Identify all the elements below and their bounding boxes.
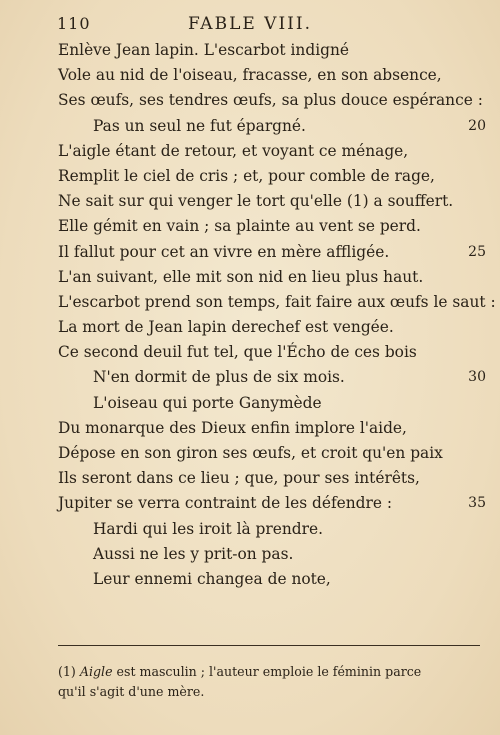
verse-line-text: Ses œufs, ses tendres œufs, sa plus douce espérance : [58, 91, 483, 110]
verse-line-number: 20 [468, 117, 486, 134]
verse-line-text: Vole au nid de l'oiseau, fracasse, en son absence, [58, 66, 442, 85]
verse-line-text: Aussi ne les y prit-on pas. [93, 544, 294, 563]
footnote-rule [58, 645, 480, 646]
verse-line-text: Ne sait sur qui venger le tort qu'elle (1) a souffert. [58, 192, 454, 211]
footnote-line-2: qu'il s'agit d'une mère. [58, 684, 205, 699]
verse-line [0, 416, 500, 441]
verse-line [0, 114, 500, 139]
verse-line [0, 315, 500, 340]
verse-line-text: Enlève Jean lapin. L'escarbot indigné [58, 41, 349, 59]
verse-line-text: La mort de Jean lapin derechef est vengée. [58, 318, 394, 337]
verse-line-text: Du monarque des Dieux enfin implore l'aide, [58, 418, 407, 437]
page-number: 110 [57, 14, 91, 33]
verse-line-text: Ils seront dans ce lieu ; que, pour ses intérêts, [58, 469, 420, 488]
running-title: FABLE VIII. [187, 14, 313, 34]
verse-line-text: Hardi qui les iroit là prendre. [93, 519, 323, 538]
verse-line [0, 441, 500, 466]
verse-line-text: Elle gémit en vain ; sa plainte au vent se perd. [58, 217, 421, 236]
footnote-text: est masculin ; l'auteur emploie le féminin parce [112, 664, 422, 679]
verse-line [0, 365, 500, 390]
footnote-word: Aigle [79, 664, 113, 679]
verse-line-text: Pas un seul ne fut épargné. [93, 116, 306, 135]
verse-line-text: N'en dormit de plus de six mois. [93, 368, 345, 387]
verse-line-text: Remplit le ciel de cris ; et, pour comble de rage, [58, 166, 435, 185]
verse-line [0, 340, 500, 365]
verse-line-text: L'oiseau qui porte Ganymède [93, 393, 322, 412]
verse-line-number: 25 [468, 243, 486, 260]
verse-line [0, 491, 500, 516]
verse-line-text: Dépose en son giron ses œufs, et croit qu'en paix [58, 444, 443, 462]
verse-line [0, 517, 500, 542]
footnote-line-1 [58, 662, 483, 682]
verse-line-text: L'an suivant, elle mit son nid en lieu plus haut. [58, 267, 424, 286]
verse-line [0, 88, 500, 113]
footnote [58, 662, 483, 702]
verse-line [0, 189, 500, 214]
verse-line [0, 567, 500, 592]
verse-line [0, 542, 500, 567]
verse-line-text: Ce second deuil fut tel, que l'Écho de ces bois [58, 343, 417, 362]
verse-line-text: Leur ennemi changea de note, [93, 569, 331, 588]
verse-line [0, 38, 500, 63]
verse-line-number: 35 [468, 495, 486, 512]
page-header [0, 14, 500, 38]
verse-line [0, 63, 500, 88]
verse-line [0, 214, 500, 239]
verse-line [0, 164, 500, 189]
verse-block [0, 38, 500, 592]
verse-line [0, 391, 500, 416]
verse-line-text: L'escarbot prend son temps, fait faire aux œufs le saut : [58, 292, 496, 311]
verse-line-text: Il fallut pour cet an vivre en mère affligée. [58, 242, 390, 261]
verse-line [0, 240, 500, 265]
verse-line-number: 30 [468, 369, 486, 386]
verse-line [0, 265, 500, 290]
verse-line [0, 139, 500, 164]
verse-line-text: Jupiter se verra contraint de les défendre : [58, 494, 393, 513]
footnote-marker: (1) [58, 664, 76, 679]
verse-line [0, 466, 500, 491]
verse-line-text: L'aigle étant de retour, et voyant ce ménage, [58, 141, 409, 160]
verse-line [0, 290, 500, 315]
